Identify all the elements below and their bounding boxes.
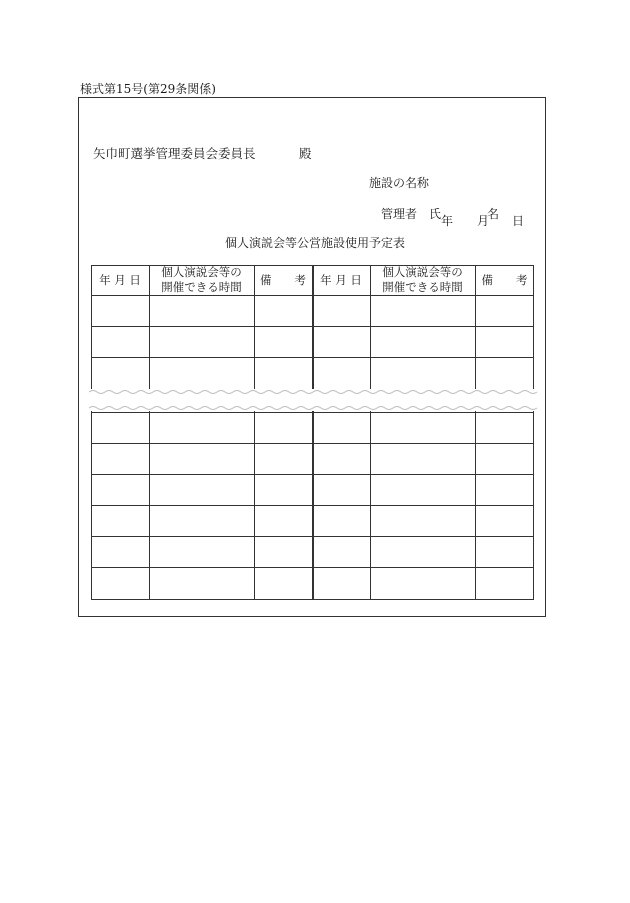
header-time-right-line2: 開催できる時間	[382, 280, 463, 294]
manager-family-name-label: 氏	[429, 207, 442, 221]
table-row-divider	[91, 567, 534, 568]
header-remarks-left: 備 考	[260, 273, 306, 287]
schedule-table	[91, 265, 534, 600]
manager-label: 管理者	[381, 207, 418, 221]
table-row-divider	[91, 505, 534, 506]
form-frame	[78, 97, 546, 617]
date-month-label: 月	[477, 214, 490, 228]
header-time-right-line1: 個人演説会等の	[382, 265, 463, 279]
form-number: 様式第15号(第29条関係)	[80, 82, 216, 96]
table-row-divider	[91, 295, 534, 296]
table-col-divider	[254, 265, 255, 600]
table-center-divider	[312, 265, 314, 600]
header-remarks-right: 備 考	[481, 273, 528, 287]
addressee-honorific: 殿	[299, 146, 312, 161]
date-day-label: 日	[512, 214, 525, 228]
header-date-right: 年 月 日	[320, 273, 362, 287]
table-row-divider	[91, 536, 534, 537]
table-row-divider	[91, 443, 534, 444]
header-time-left-line2: 開催できる時間	[161, 280, 242, 294]
table-col-divider	[475, 265, 476, 600]
table-row-divider	[91, 357, 534, 358]
table-row-divider	[91, 326, 534, 327]
table-row-divider	[91, 474, 534, 475]
addressee-title: 矢巾町選挙管理委員会委員長	[93, 146, 256, 161]
manager-given-name-label: 名	[487, 207, 500, 221]
table-row-divider	[91, 412, 534, 413]
header-date-left: 年 月 日	[99, 273, 141, 287]
header-time-left-line1: 個人演説会等の	[161, 265, 242, 279]
document-title: 個人演説会等公営施設使用予定表	[225, 236, 406, 250]
facility-name-label: 施設の名称	[369, 176, 430, 190]
date-year-label: 年	[441, 214, 454, 228]
table-col-divider	[149, 265, 150, 600]
table-break-mark	[89, 389, 538, 411]
table-col-divider	[370, 265, 371, 600]
header-time-right	[370, 265, 475, 295]
header-time-left	[149, 265, 254, 295]
